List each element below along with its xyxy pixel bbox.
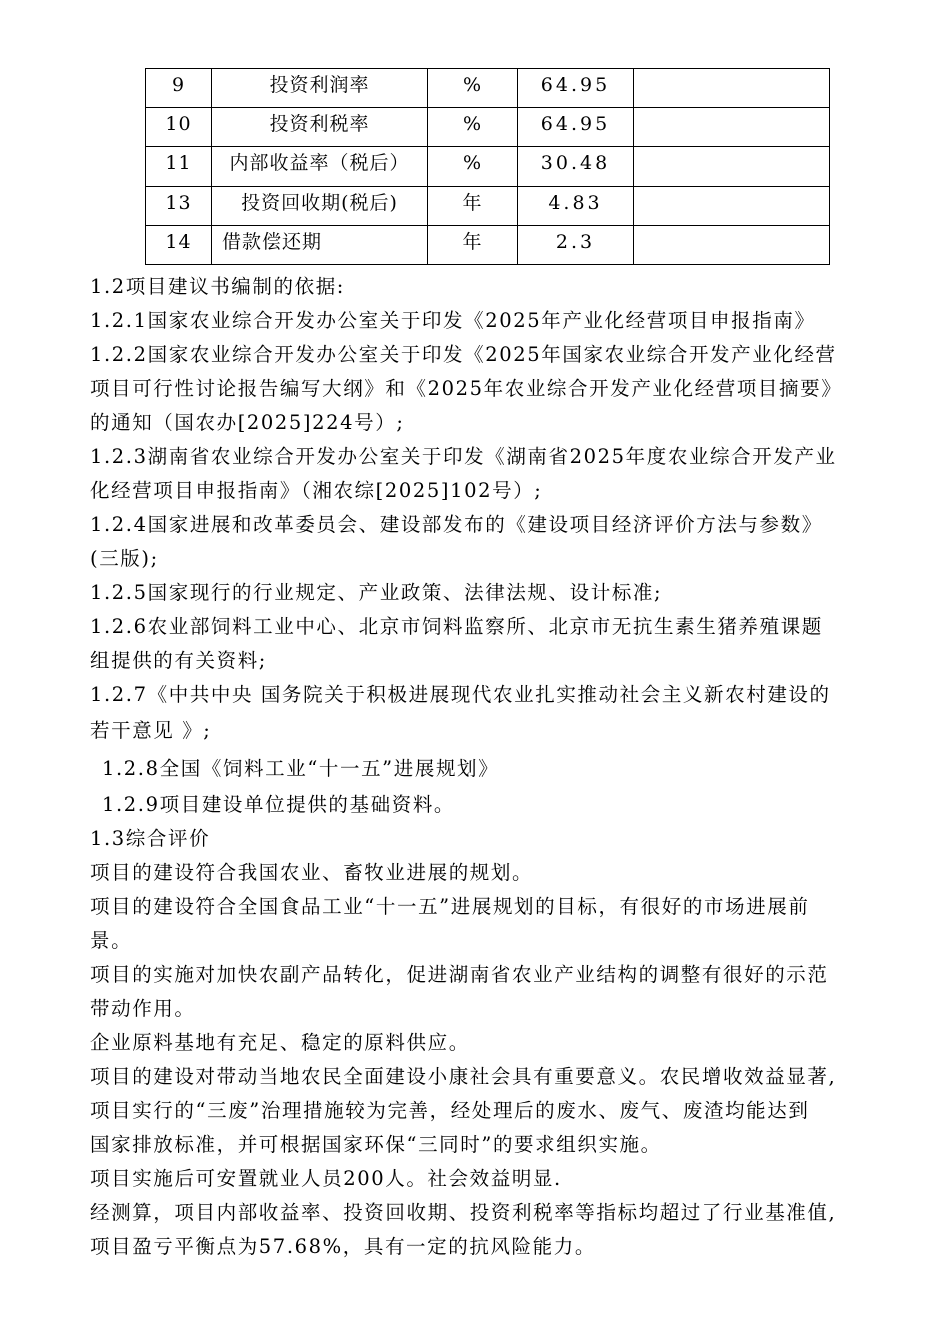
- basis-item-7-line-2: 若干意见 》;: [90, 719, 212, 742]
- indicator-value: 4.83: [518, 187, 634, 226]
- row-number: 9: [146, 69, 212, 108]
- basis-item-2-line-2: 项目可行性讨论报告编写大纲》和《2025年农业综合开发产业化经营项目摘要》: [90, 377, 843, 400]
- indicator-note: [634, 108, 830, 147]
- indicator-unit: %: [428, 69, 518, 108]
- indicator-unit: 年: [428, 187, 518, 226]
- indicator-name: 投资利税率: [212, 108, 428, 147]
- basis-item-5: 1.2.5国家现行的行业规定、产业政策、法律法规、设计标准;: [90, 581, 663, 604]
- basis-item-8: 1.2.8全国《饲料工业“十一五”进展规划》: [102, 757, 500, 780]
- row-number: 10: [146, 108, 212, 147]
- evaluation-7-line-1: 经测算，项目内部收益率、投资回收期、投资利税率等指标均超过了行业基准值,: [90, 1201, 837, 1224]
- evaluation-5-line-1: 项目的建设对带动当地农民全面建设小康社会具有重要意义。农民增收效益显著,: [90, 1065, 837, 1088]
- indicator-unit: 年: [428, 226, 518, 265]
- indicator-value: 64.95: [518, 108, 634, 147]
- indicator-unit: %: [428, 108, 518, 147]
- indicator-name: 投资回收期(税后): [212, 187, 428, 226]
- table-row: [146, 147, 830, 187]
- indicator-name: 借款偿还期: [212, 226, 428, 265]
- basis-item-6-line-2: 组提供的有关资料;: [90, 649, 267, 672]
- indicator-value: 64.95: [518, 69, 634, 108]
- basis-item-7-line-1: 1.2.7《中共中央 国务院关于积极进展现代农业扎实推动社会主义新农村建设的: [90, 683, 831, 706]
- indicator-note: [634, 147, 830, 187]
- indicator-value: 30.48: [518, 147, 634, 187]
- row-number: 14: [146, 226, 212, 265]
- evaluation-5-line-3: 国家排放标准，并可根据国家环保“三同时”的要求组织实施。: [90, 1133, 662, 1156]
- basis-item-3-line-2: 化经营项目申报指南》（湘农综[2025]102号）;: [90, 479, 543, 502]
- indicator-note: [634, 69, 830, 108]
- evaluation-2-line-1: 项目的建设符合全国食品工业“十一五”进展规划的目标，有很好的市场进展前: [90, 895, 810, 918]
- table-row: [146, 226, 830, 265]
- table-row: [146, 69, 830, 108]
- table-row: [146, 108, 830, 147]
- indicator-value: 2.3: [518, 226, 634, 265]
- indicator-unit: %: [428, 147, 518, 187]
- row-number: 11: [146, 147, 212, 187]
- section-heading-1-2: 1.2项目建议书编制的依据:: [90, 275, 345, 298]
- evaluation-6: 项目实施后可安置就业人员200人。社会效益明显.: [90, 1167, 562, 1190]
- evaluation-2-line-2: 景。: [90, 929, 133, 952]
- evaluation-1: 项目的建设符合我国农业、畜牧业进展的规划。: [90, 861, 534, 884]
- evaluation-5-line-2: 项目实行的“三废”治理措施较为完善，经处理后的废水、废气、废渣均能达到: [90, 1099, 810, 1122]
- indicator-name: 投资利润率: [212, 69, 428, 108]
- section-heading-1-3: 1.3综合评价: [90, 827, 211, 850]
- basis-item-4-line-1: 1.2.4国家进展和改革委员会、建设部发布的《建设项目经济评价方法与参数》: [90, 513, 823, 536]
- indicator-name-cell: [212, 147, 428, 187]
- basis-item-1: 1.2.1国家农业综合开发办公室关于印发《2025年产业化经营项目申报指南》: [90, 309, 816, 332]
- document-body: [90, 270, 890, 1264]
- indicator-name: 内部收益率（税后）: [229, 152, 410, 174]
- evaluation-3-line-2: 带动作用。: [90, 997, 196, 1020]
- evaluation-7-line-2: 项目盈亏平衡点为57.68%，具有一定的抗风险能力。: [90, 1235, 596, 1258]
- basis-item-4-line-2: (三版);: [90, 547, 159, 570]
- basis-item-6-line-1: 1.2.6农业部饲料工业中心、北京市饲料监察所、北京市无抗生素生猪养殖课题: [90, 615, 823, 638]
- indicator-note: [634, 187, 830, 226]
- evaluation-3-line-1: 项目的实施对加快农副产品转化，促进湖南省农业产业结构的调整有很好的示范: [90, 963, 829, 986]
- basis-item-3-line-1: 1.2.3湖南省农业综合开发办公室关于印发《湖南省2025年度农业综合开发产业: [90, 445, 837, 468]
- indicator-note: [634, 226, 830, 265]
- financial-indicators-table: [145, 68, 830, 265]
- table-row: [146, 187, 830, 226]
- basis-item-2-line-1: 1.2.2国家农业综合开发办公室关于印发《2025年国家农业综合开发产业化经营: [90, 343, 837, 366]
- basis-item-2-line-3: 的通知（国农办[2025]224号）;: [90, 411, 405, 434]
- evaluation-4: 企业原料基地有充足、稳定的原料供应。: [90, 1031, 470, 1054]
- row-number: 13: [146, 187, 212, 226]
- basis-item-9: 1.2.9项目建设单位提供的基础资料。: [102, 793, 456, 816]
